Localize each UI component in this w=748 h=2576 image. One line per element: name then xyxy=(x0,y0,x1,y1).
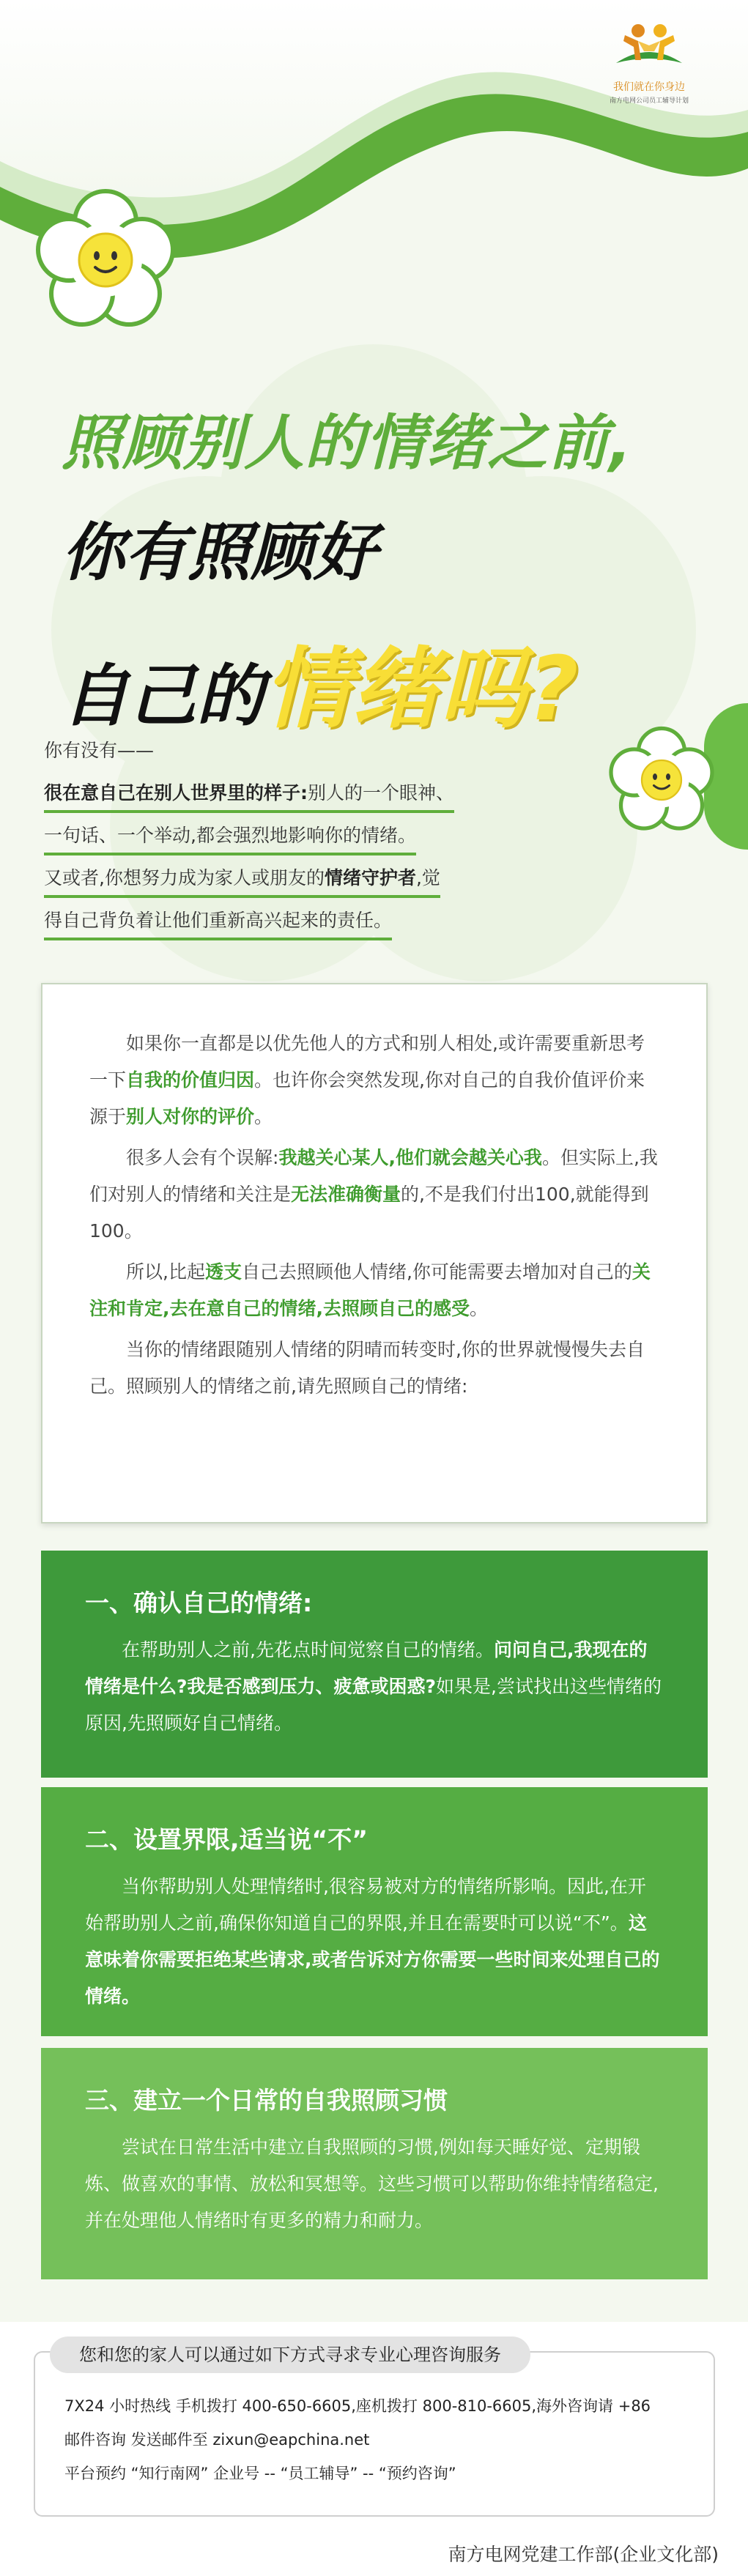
intro-line-1: 很在意自己在别人世界里的样子:别人的一个眼神、 xyxy=(44,776,454,813)
card-paragraph: 当你的情绪跟随别人情绪的阴晴而转变时,你的世界就慢慢失去自己。照顾别人的情绪之前,请先照顾自己的情绪: xyxy=(89,1339,645,1397)
section-heading: 三、建立一个日常的自我照顾习惯 xyxy=(85,2086,448,2115)
logo-program-name: 南方电网公司员工辅导计划 xyxy=(609,97,689,105)
title-line-3-highlight: 情绪吗? xyxy=(264,639,579,740)
smiling-flower-icon xyxy=(32,187,179,333)
platform-line: 平台预约 “知行南网” 企业号 -- “员工辅导” -- “预约咨询” xyxy=(64,2465,456,2482)
intro-line-2: 一句话、一个举动,都会强烈地影响你的情绪。 xyxy=(44,819,416,855)
section-heading: 二、设置界限,适当说“不” xyxy=(85,1825,368,1854)
contact-lines xyxy=(64,2389,651,2490)
title-line-3-black: 自己的 xyxy=(62,657,264,735)
section-self-care-habit xyxy=(41,2048,708,2279)
contact-info-box xyxy=(34,2345,715,2517)
main-text-card xyxy=(41,983,708,1523)
section-confirm-emotions xyxy=(41,1551,708,1778)
section-set-boundaries xyxy=(41,1787,708,2036)
intro-lead: 你有没有—— xyxy=(44,740,155,761)
organization-name: 南方电网党建工作部(企业文化部) xyxy=(448,2544,719,2565)
title-line-1: 照顾别人的情绪之前, xyxy=(62,409,633,478)
eap-logo xyxy=(590,19,708,105)
footer xyxy=(0,2322,748,2576)
intro-line-4: 得自己背负着让他们重新高兴起来的责任。 xyxy=(44,904,392,940)
card-paragraph: 如果你一直都是以优先他人的方式和别人相处,或许需要重新思考一下自我的价值归因。也许你会突然发现,你对自己的自我价值评价来源于别人对你的评价。 xyxy=(89,1033,645,1127)
people-logo-icon xyxy=(609,19,689,78)
section-heading: 一、确认自己的情绪: xyxy=(85,1589,313,1617)
section-body: 在帮助别人之前,先花点时间觉察自己的情绪。问问自己,我现在的情绪是什么?我是否感到压力、疲惫或困惑?如果是,尝试找出这些情绪的原因,先照顾好自己情绪。 xyxy=(85,1639,662,1734)
logo-slogan: 我们就在你身边 xyxy=(613,81,685,93)
card-paragraph: 所以,比起透支自己去照顾他人情绪,你可能需要去增加对自己的关注和肯定,去在意自己的情绪,去照顾自己的感受。 xyxy=(89,1261,651,1319)
hotline-line: 7X24 小时热线 手机拨打 400-650-6605,座机拨打 800-810-6605,海外咨询请 +86 xyxy=(64,2397,651,2415)
title-line-2: 你有照顾好 xyxy=(62,516,377,590)
section-body: 当你帮助别人处理情绪时,很容易被对方的情绪所影响。因此,在开始帮助别人之前,确保你知道自己的界限,并且在需要时可以说“不”。这意味着你需要拒绝某些请求,或者告诉对方你需要一些时间来处理自己的情绪。 xyxy=(85,1876,660,2007)
card-paragraph: 很多人会有个误解:我越关心某人,他们就会越关心我。但实际上,我们对别人的情绪和关注是无法准确衡量的,不是我们付出100,就能得到100。 xyxy=(89,1147,658,1241)
contact-heading: 您和您的家人可以通过如下方式寻求专业心理咨询服务 xyxy=(50,2336,530,2373)
poster-title xyxy=(62,396,721,745)
section-body: 尝试在日常生活中建立自我照顾的习惯,例如每天睡好觉、定期锻炼、做喜欢的事情、放松和冥想等。这些习惯可以帮助你维持情绪稳定,并在处理他人情绪时有更多的精力和耐力。 xyxy=(85,2137,659,2231)
intro-line-3: 又或者,你想努力成为家人或朋友的情绪守护者,觉 xyxy=(44,861,440,898)
title-line-3 xyxy=(62,619,721,745)
intro-text xyxy=(44,730,601,942)
email-line: 邮件咨询 发送邮件至 zixun@eapchina.net xyxy=(64,2431,370,2449)
